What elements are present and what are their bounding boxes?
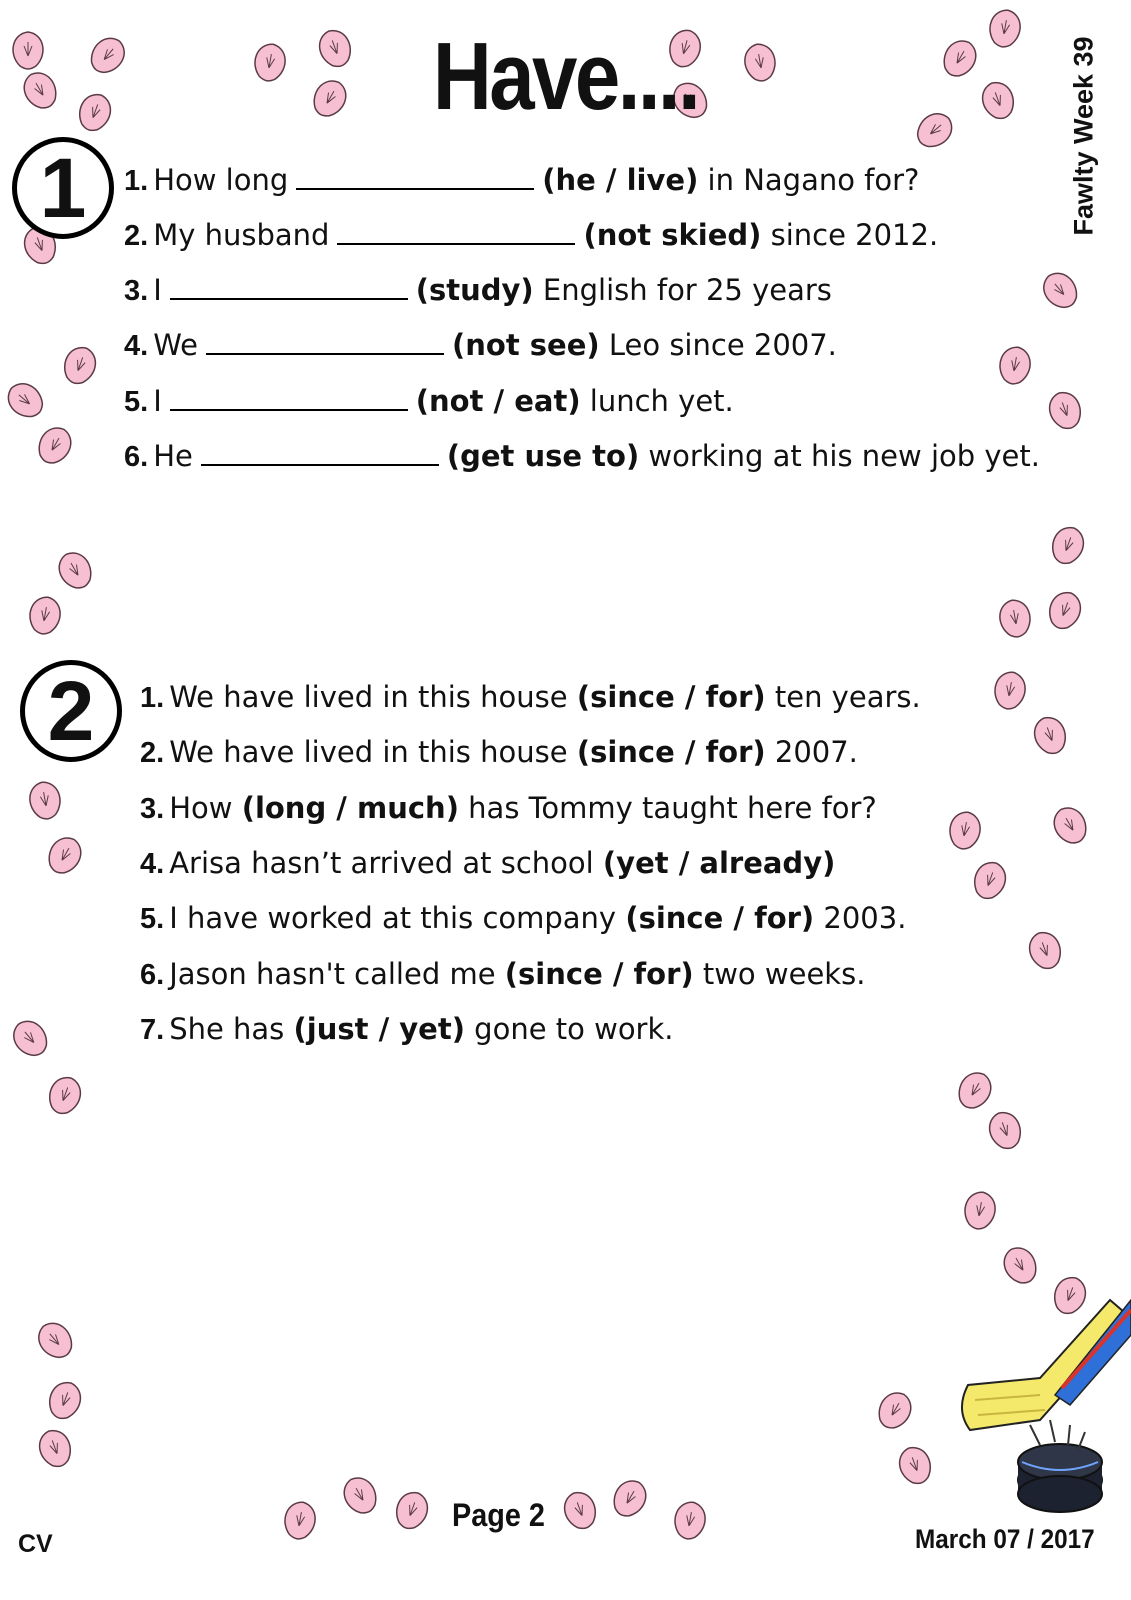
verb-hint: (not see) <box>452 328 600 362</box>
author-initials: CV <box>18 1530 53 1558</box>
verb-hint: (get use to) <box>446 439 640 473</box>
choice-options[interactable]: (yet / already) <box>602 846 836 880</box>
question-text-after: English for 25 years <box>542 273 832 307</box>
question-text-before: How long <box>153 163 289 197</box>
choice-options[interactable]: (since / for) <box>576 735 766 769</box>
puck-icon <box>1018 1420 1102 1512</box>
section-1-badge: 1 <box>12 137 114 239</box>
side-label <box>1058 28 1110 243</box>
answer-blank[interactable] <box>170 385 408 411</box>
question-number: 2. <box>124 220 149 252</box>
choice-options[interactable]: (long / much) <box>241 791 459 825</box>
exercise-2-question-6 <box>140 954 865 995</box>
question-text-before: We have lived in this house <box>169 680 568 714</box>
question-text-after: in Nagano for? <box>707 163 920 197</box>
choice-options[interactable]: (since / for) <box>625 901 815 935</box>
question-number: 3. <box>124 275 149 307</box>
question-text-before: My husband <box>153 218 330 252</box>
question-number: 6. <box>140 959 165 991</box>
verb-hint: (not / eat) <box>415 384 581 418</box>
question-text-before: How <box>169 791 233 825</box>
answer-blank[interactable] <box>170 274 408 300</box>
exercise-1-question-2 <box>124 215 938 256</box>
question-text-before: She has <box>169 1012 285 1046</box>
exercise-2-question-2 <box>140 732 858 773</box>
question-text-before: I <box>153 273 162 307</box>
page-number: Page 2 <box>452 1497 545 1533</box>
question-number: 1. <box>124 165 149 197</box>
question-text-before: We have lived in this house <box>169 735 568 769</box>
section-2-badge: 2 <box>20 660 122 762</box>
exercise-2-question-5 <box>140 898 906 939</box>
question-number: 2. <box>140 737 165 769</box>
question-text-before: Jason hasn't called me <box>169 957 496 991</box>
question-number: 5. <box>124 386 149 418</box>
page-title: Have.... <box>432 23 699 130</box>
question-text-after: ten years. <box>774 680 921 714</box>
side-label-text: Fawlty Week 39 <box>1068 35 1099 236</box>
question-number: 4. <box>140 848 165 880</box>
exercise-2-question-4 <box>140 843 835 884</box>
exercise-2-question-7 <box>140 1009 674 1050</box>
question-text-after: Leo since 2007. <box>608 328 837 362</box>
question-text-before: Arisa hasn’t arrived at school <box>169 846 594 880</box>
question-text-before: He <box>153 439 193 473</box>
question-text-before: I <box>153 384 162 418</box>
question-number: 1. <box>140 682 165 714</box>
question-number: 5. <box>140 903 165 935</box>
question-text-after: since 2012. <box>770 218 939 252</box>
question-text-after: gone to work. <box>474 1012 674 1046</box>
answer-blank[interactable] <box>201 440 439 466</box>
answer-blank[interactable] <box>296 164 534 190</box>
choice-options[interactable]: (just / yet) <box>293 1012 465 1046</box>
exercise-1-question-3 <box>124 270 832 311</box>
question-text-after: 2007. <box>774 735 858 769</box>
question-text-before: We <box>153 328 199 362</box>
verb-hint: (not skied) <box>583 218 762 252</box>
exercise-1-question-6 <box>124 436 1040 477</box>
question-text-after: working at his new job yet. <box>648 439 1040 473</box>
question-number: 7. <box>140 1014 165 1046</box>
exercise-1-question-4 <box>124 325 837 366</box>
verb-hint: (study) <box>415 273 534 307</box>
choice-options[interactable]: (since / for) <box>576 680 766 714</box>
footer-date: March 07 / 2017 <box>915 1524 1095 1554</box>
exercise-2-question-3 <box>140 788 877 829</box>
exercise-1-question-5 <box>124 381 734 422</box>
choice-options[interactable]: (since / for) <box>504 957 694 991</box>
answer-blank[interactable] <box>337 219 575 245</box>
verb-hint: (he / live) <box>542 163 699 197</box>
question-number: 4. <box>124 330 149 362</box>
question-text-after: has Tommy taught here for? <box>468 791 877 825</box>
question-text-before: I have worked at this company <box>169 901 617 935</box>
exercise-2-question-1 <box>140 677 921 718</box>
question-text-after: 2003. <box>823 901 907 935</box>
question-number: 3. <box>140 793 165 825</box>
hockey-stick-icon <box>962 1300 1131 1430</box>
question-text-after: two weeks. <box>702 957 866 991</box>
question-number: 6. <box>124 441 149 473</box>
question-text-after: lunch yet. <box>589 384 734 418</box>
exercise-1-question-1 <box>124 160 919 201</box>
answer-blank[interactable] <box>206 329 444 355</box>
